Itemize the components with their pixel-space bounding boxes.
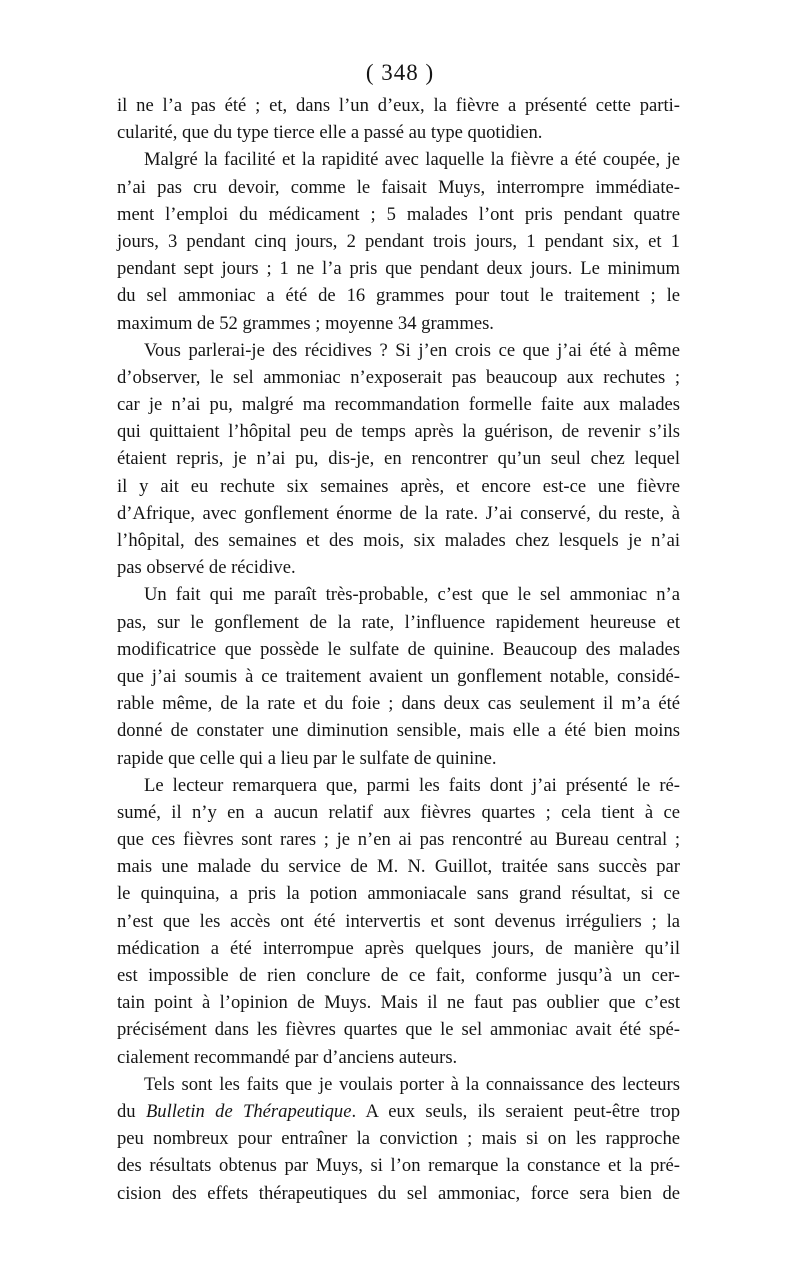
text-line: pas observé de récidive. — [117, 557, 296, 579]
text-line: que ces fièvres sont rares ; je n’en ai pas rencontré au Bureau central ; — [117, 829, 680, 851]
text-line: le quinquina, a pris la potion ammoniacale sans grand résultat, si ce — [117, 883, 680, 905]
text-line: qui quittaient l’hôpital peu de temps après la guérison, de revenir s’ils — [117, 421, 680, 443]
text-line: tain point à l’opinion de Muys. Mais il ne faut pas oublier que c’est — [117, 992, 680, 1014]
journal-title: Bulletin de Thérapeutique — [145, 1100, 352, 1122]
text-segment: . A eux seuls, ils seraient peut-être trop — [351, 1100, 680, 1122]
text-line: étaient repris, je n’ai pu, dis-je, en rencontrer qu’un seul chez lequel — [117, 448, 680, 470]
text-line: cision des effets thérapeutiques du sel ammoniac, force sera bien de — [117, 1182, 680, 1204]
text-line: ment l’emploi du médicament ; 5 malades l’ont pris pendant quatre — [117, 203, 680, 225]
text-line: rapide que celle qui a lieu par le sulfate de quinine. — [117, 747, 497, 769]
text-line: donné de constater une diminution sensible, mais elle a été bien moins — [117, 720, 680, 742]
text-line — [117, 1098, 680, 1125]
text-line: l’hôpital, des semaines et des mois, six malades chez lesquels je n’ai — [117, 530, 680, 551]
text-line: cularité, que du type tierce elle a passé au type quotidien. — [117, 122, 543, 144]
text-line: Malgré la facilité et la rapidité avec laquelle la fièvre a été coupée, je — [144, 149, 680, 171]
text-line: précisément dans les fièvres quartes que le sel ammoniac avait été spé- — [117, 1019, 680, 1041]
text-line: médication a été interrompue après quelques jours, de manière qu’il — [117, 937, 680, 959]
text-line: Un fait qui me paraît très-probable, c’est que le sel ammoniac n’a — [144, 584, 680, 606]
text-line: Tels sont les faits que je voulais porter à la connaissance des lecteurs — [144, 1073, 680, 1095]
text-line: il y ait eu rechute six semaines après, et encore est-ce une fièvre — [117, 475, 680, 497]
text-line: mais une malade du service de M. N. Guillot, traitée sans succès par — [117, 856, 680, 878]
text-line: du sel ammoniac a été de 16 grammes pour tout le traitement ; le — [117, 285, 680, 307]
text-line: maximum de 52 grammes ; moyenne 34 grammes. — [117, 312, 494, 334]
text-line: pendant sept jours ; 1 ne l’a pris que pendant deux jours. Le minimum — [117, 258, 680, 280]
text-line: Le lecteur remarquera que, parmi les faits dont j’ai présenté le ré- — [144, 774, 680, 796]
text-line: est impossible de rien conclure de ce fait, conforme jusqu’à un cer- — [117, 965, 680, 986]
text-line: modificatrice que possède le sulfate de quinine. Beaucoup des malades — [117, 638, 680, 660]
text-segment: du — [117, 1100, 146, 1122]
text-line: car je n’ai pu, malgré ma recommandation formelle faite aux malades — [117, 394, 680, 416]
text-line: peu nombreux pour entraîner la conviction ; mais si on les rapproche — [117, 1128, 680, 1150]
text-line: rable même, de la rate et du foie ; dans deux cas seulement il m’a été — [117, 693, 680, 715]
text-line: n’ai pas cru devoir, comme le faisait Muys, interrompre immédiate- — [117, 176, 680, 198]
text-line: cialement recommandé par d’anciens auteurs. — [117, 1046, 458, 1068]
text-line: il ne l’a pas été ; et, dans l’un d’eux, la fièvre a présenté cette parti- — [117, 95, 680, 116]
page-number: ( 348 ) — [365, 60, 435, 85]
text-line: sumé, il n’y en a aucun relatif aux fièvres quartes ; cela tient à ce — [117, 801, 680, 823]
text-line: d’observer, le sel ammoniac n’exposerait pas beaucoup aux rechutes ; — [117, 366, 680, 388]
text-line: d’Afrique, avec gonflement énorme de la rate. J’ai conservé, du reste, à — [117, 502, 680, 524]
body-text — [117, 92, 680, 1207]
text-line: jours, 3 pendant cinq jours, 2 pendant trois jours, 1 pendant six, et 1 — [117, 230, 680, 252]
text-line: n’est que les accès ont été intervertis et sont devenus irréguliers ; la — [117, 910, 680, 932]
text-line: des résultats obtenus par Muys, si l’on remarque la constance et la pré- — [117, 1155, 680, 1177]
text-line: pas, sur le gonflement de la rate, l’influence rapidement heureuse et — [117, 611, 680, 633]
text-line: Vous parlerai-je des récidives ? Si j’en crois ce que j’ai été à même — [144, 339, 680, 361]
text-line: que j’ai soumis à ce traitement avaient un gonflement notable, considé- — [117, 665, 680, 687]
